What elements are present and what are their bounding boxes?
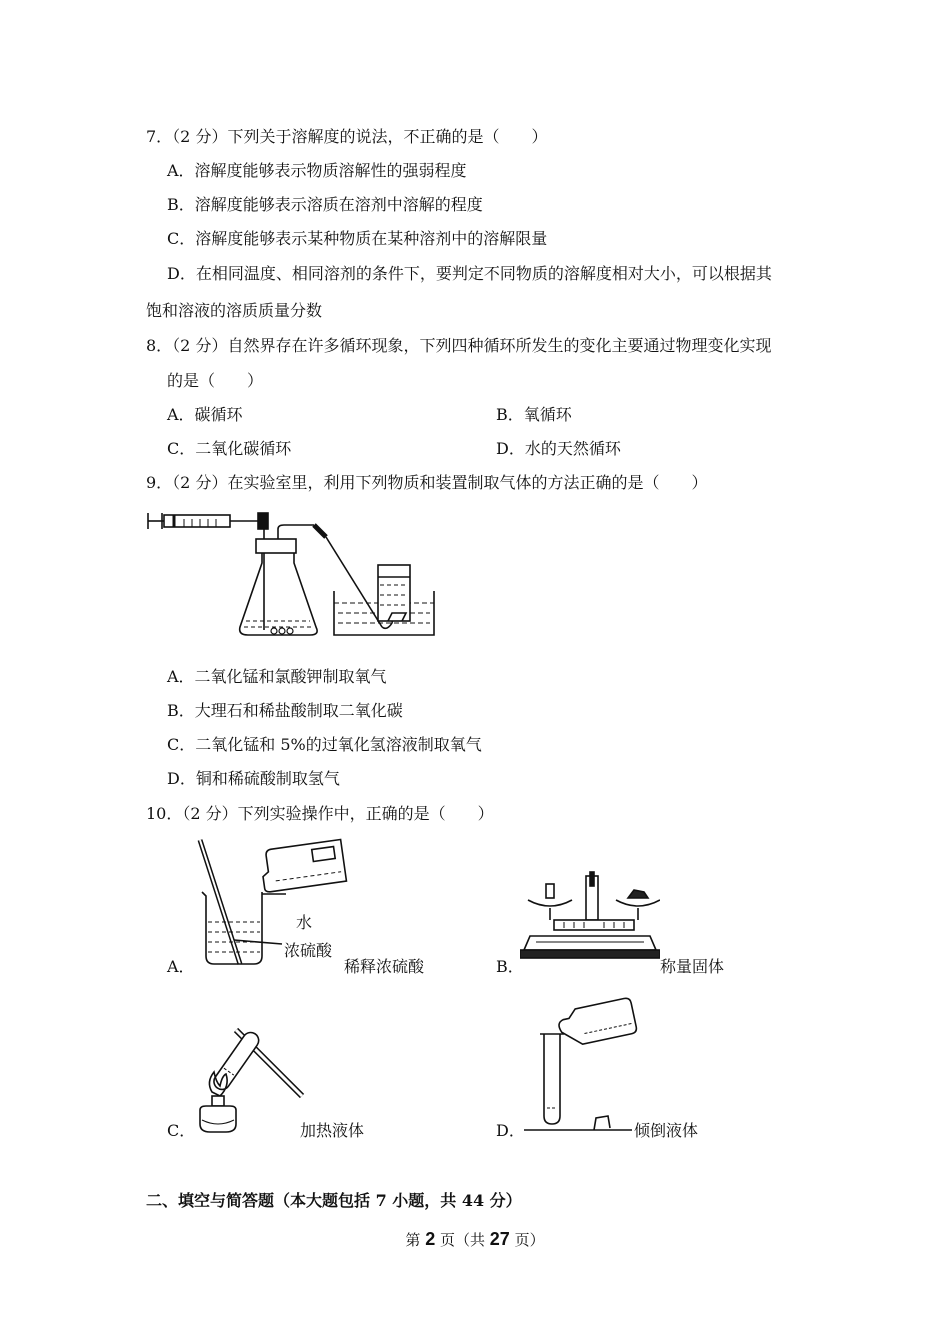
fig-a-water-label: 水 [296, 913, 313, 932]
footer-middle: 页（共 [435, 1231, 490, 1249]
gas-apparatus-figure [144, 505, 444, 645]
footer-prefix: 第 [405, 1231, 426, 1249]
q8-option-b: B．氧循环 [496, 405, 572, 424]
q7-option-d: D．在相同温度、相同溶剂的条件下，要判定不同物质的溶解度相对大小，可以根据其 [167, 264, 772, 283]
q8-option-d: D．水的天然循环 [496, 439, 621, 458]
pouring-figure [520, 994, 640, 1134]
q7-stem: 7．（2 分）下列关于溶解度的说法，不正确的是（ ） [146, 127, 548, 146]
q10-option-a-caption: 稀释浓硫酸 [344, 957, 425, 976]
balance-figure [520, 868, 660, 968]
q7-option-c: C．溶解度能够表示某种物质在某种溶剂中的溶解限量 [167, 229, 548, 248]
q9-option-a: A．二氧化锰和氯酸钾制取氧气 [167, 667, 387, 686]
q9-option-d: D．铜和稀硫酸制取氢气 [167, 769, 340, 788]
footer-total-pages: 27 [489, 1229, 510, 1249]
q10-option-c-letter: C． [167, 1121, 196, 1140]
q9-option-c: C．二氧化锰和 5%的过氧化氢溶液制取氧气 [167, 735, 482, 754]
q10-option-d-letter: D． [496, 1121, 525, 1140]
footer-page-number: 2 [425, 1229, 436, 1249]
q10-stem: 10．（2 分）下列实验操作中，正确的是（ ） [146, 804, 494, 823]
fig-a-acid-label: 浓硫酸 [284, 941, 333, 960]
q10-option-a-letter: A． [167, 957, 195, 976]
footer-suffix: 页） [509, 1231, 545, 1249]
q10-option-d-caption: 倾倒液体 [634, 1121, 699, 1140]
q10-option-b-caption: 称量固体 [660, 957, 725, 976]
dilute-acid-figure [190, 836, 350, 972]
q10-option-c-caption: 加热液体 [300, 1121, 365, 1140]
q8-option-c: C．二氧化碳循环 [167, 439, 292, 458]
heating-figure [190, 1020, 310, 1140]
section-2-title: 二、填空与简答题（本大题包括 7 小题，共 44 分） [146, 1191, 522, 1210]
q8-option-a: A．碳循环 [167, 405, 243, 424]
q7-option-b: B．溶解度能够表示溶质在溶剂中溶解的程度 [167, 195, 483, 214]
q8-stem: 8．（2 分）自然界存在许多循环现象，下列四种循环所发生的变化主要通过物理变化实现 [146, 336, 772, 355]
q8-stem-continued: 的是（ ） [167, 371, 264, 390]
q7-option-d-continued: 饱和溶液的溶质质量分数 [146, 301, 323, 320]
page-footer [0, 1229, 950, 1250]
q7-option-a: A．溶解度能够表示物质溶解性的强弱程度 [167, 161, 467, 180]
q9-option-b: B．大理石和稀盐酸制取二氧化碳 [167, 701, 403, 720]
q10-option-b-letter: B． [496, 957, 524, 976]
q9-stem: 9．（2 分）在实验室里，利用下列物质和装置制取气体的方法正确的是（ ） [146, 473, 708, 492]
